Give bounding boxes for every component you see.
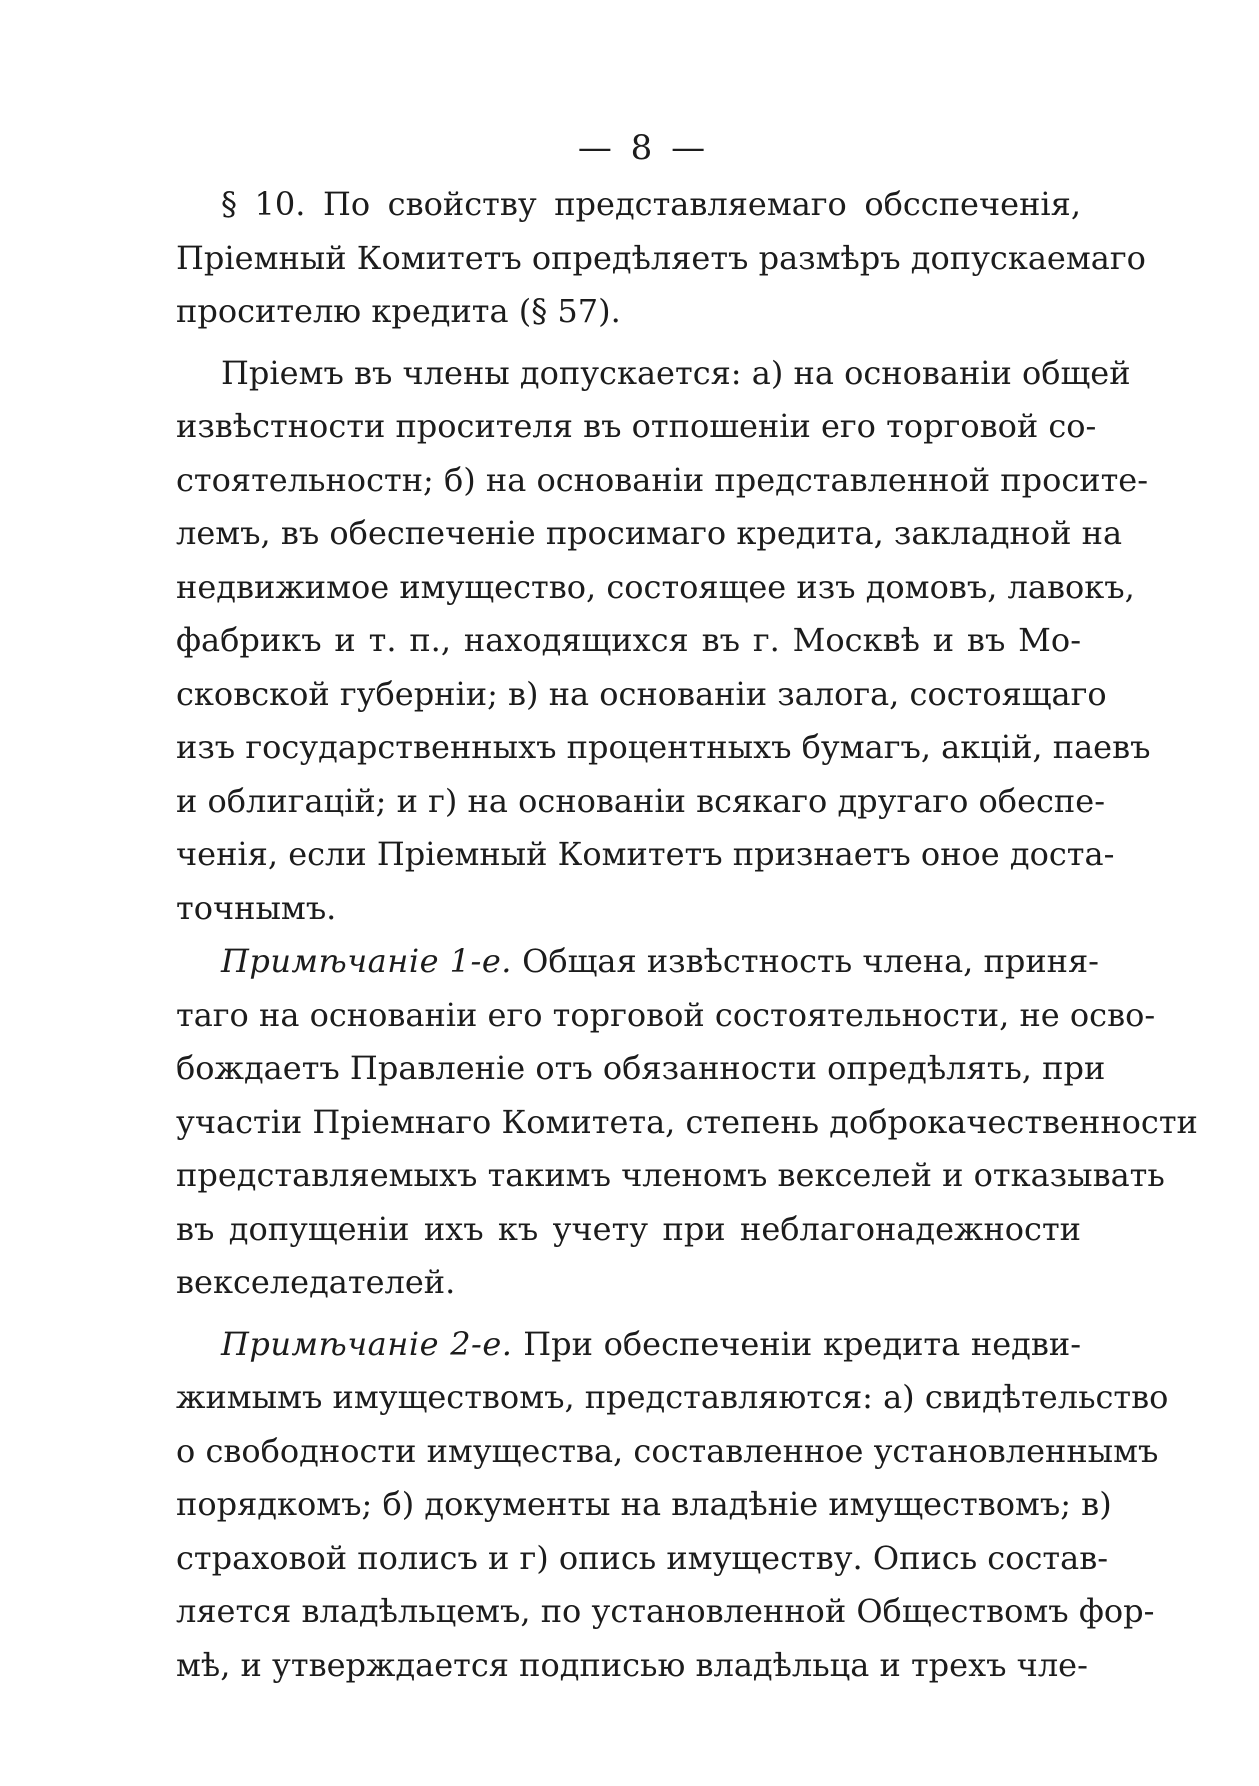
note-1-line: таго на основаніи его торговой состоятельности, не осво- (176, 995, 1156, 1034)
note-1-paragraph (176, 935, 1198, 1310)
note-1-line: векселедателей. (176, 1263, 456, 1301)
note-1-label: Примѣчаніе 1-е. (221, 942, 512, 980)
note-2-first-line (176, 1318, 1081, 1372)
note-2-label: Примѣчаніе 2-е. (221, 1324, 513, 1363)
note-1-first-line (176, 935, 1099, 989)
admission-line: извѣстности просителя въ отпошеніи его торговой со- (176, 407, 1097, 445)
note-1-line: въ допущеніи ихъ къ учету при неблагонадежности (176, 1209, 1081, 1248)
admission-line: сковской губерніи; в) на основаніи залога, состоящаго (176, 674, 1107, 713)
note-2-line: о свободности имущества, составленное установленнымъ (176, 1431, 1159, 1470)
note-1-first-text: Общая извѣстность члена, приня- (522, 942, 1099, 980)
note-2-line: мѣ, и утверждается подписью владѣльца и трехъ чле- (176, 1645, 1088, 1684)
admission-line: лемъ, въ обеспеченіе просимаго кредита, закладной на (176, 514, 1123, 552)
admission-line: недвижимое имущество, состоящее изъ домовъ, лавокъ, (176, 567, 1135, 606)
note-1-line: участіи Пріемнаго Комитета, степень доброкачественности (176, 1102, 1198, 1141)
note-1-line: представляемыхъ такимъ членомъ векселей и отказывать (176, 1156, 1165, 1194)
admission-line: и облигацій; и г) на основаніи всякаго другаго обеспе- (176, 781, 1105, 820)
note-2-line: ляется владѣльцемъ, по установленной Обществомъ фор- (176, 1592, 1155, 1630)
note-2-paragraph (176, 1318, 1169, 1693)
note-1-line: бождаетъ Правленіе отъ обязанности опредѣлять, при (176, 1049, 1106, 1087)
admission-line: точнымъ. (176, 888, 337, 927)
document-page (176, 118, 1198, 1692)
section-10-line: просителю кредита (§ 57). (176, 292, 621, 330)
section-10-line: Пріемный Комитетъ опредѣляетъ размѣръ допускаемаго (176, 238, 1146, 277)
note-2-line: порядкомъ; б) документы на владѣніе имуществомъ; в) (176, 1485, 1112, 1523)
section-10-paragraph (176, 178, 1146, 339)
admission-line: стоятельностн; б) на основаніи представленной просите- (176, 460, 1149, 499)
admission-paragraph (176, 347, 1151, 936)
note-2-line: жимымъ имуществомъ, представляются: а) свидѣтельство (176, 1378, 1169, 1416)
admission-line: Пріемъ въ члены допускается: а) на основаніи общей (221, 353, 1131, 392)
note-2-first-text: При обеспеченіи кредита недви- (523, 1324, 1082, 1363)
admission-line: изъ государственныхъ процентныхъ бумагъ, акцій, паевъ (176, 728, 1151, 766)
body-text (176, 178, 1198, 1692)
note-2-line: страховой полисъ и г) опись имуществу. Опись состав- (176, 1538, 1109, 1577)
admission-line: ченія, если Пріемный Комитетъ признаетъ оное доста- (176, 835, 1115, 873)
admission-line: фабрикъ и т. п., находящихся въ г. Москвѣ и въ Мо- (176, 621, 1081, 659)
page-number: — 8 — (577, 128, 710, 168)
section-10-line: § 10. По свойству представляемаго обсспеченія, (221, 185, 1081, 223)
